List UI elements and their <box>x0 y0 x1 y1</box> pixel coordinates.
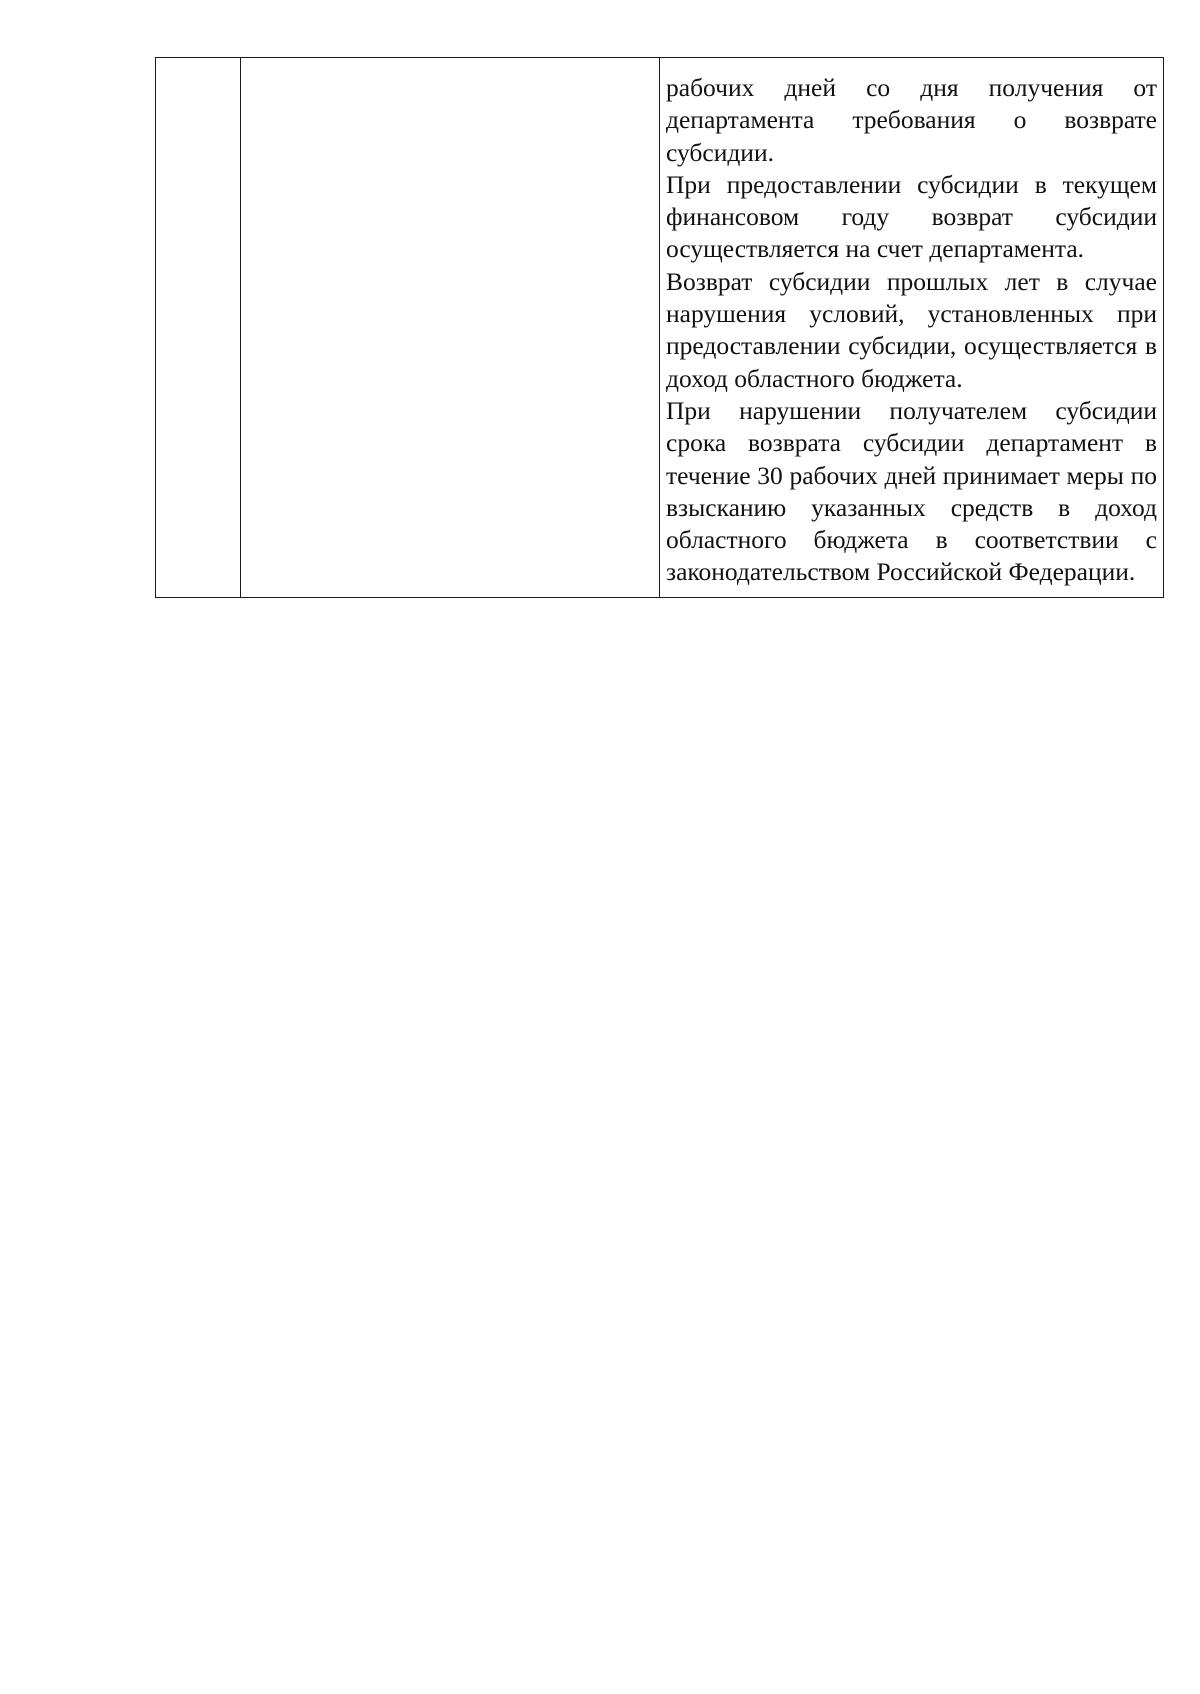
table-row <box>156 58 1164 598</box>
name-cell <box>241 58 660 598</box>
number-cell <box>156 58 241 598</box>
document-table <box>155 57 1164 598</box>
paragraph-past-years-return: Возврат субсидии прошлых лет в случае нарушения условий, установленных при предоставлении субсидии, осуществляется в доход областного бюджета. <box>666 266 1157 393</box>
paragraph-recovery-measures: При нарушении получателем субсидии срока возврата субсидии департамент в течение 30 рабочих дней принимает меры по взысканию указанных средств в доход областного бюджета в соответствии с законодательством Российской Федерации. <box>666 395 1157 587</box>
paragraph-current-year-return: При предоставлении субсидии в текущем финансовом году возврат субсидии осуществляется на счет департамента. <box>666 169 1157 264</box>
paragraph-return-deadline: рабочих дней со дня получения от департамента требования о возврате субсидии. <box>666 73 1157 167</box>
text-cell-content <box>660 58 1163 597</box>
text-cell <box>660 58 1164 598</box>
